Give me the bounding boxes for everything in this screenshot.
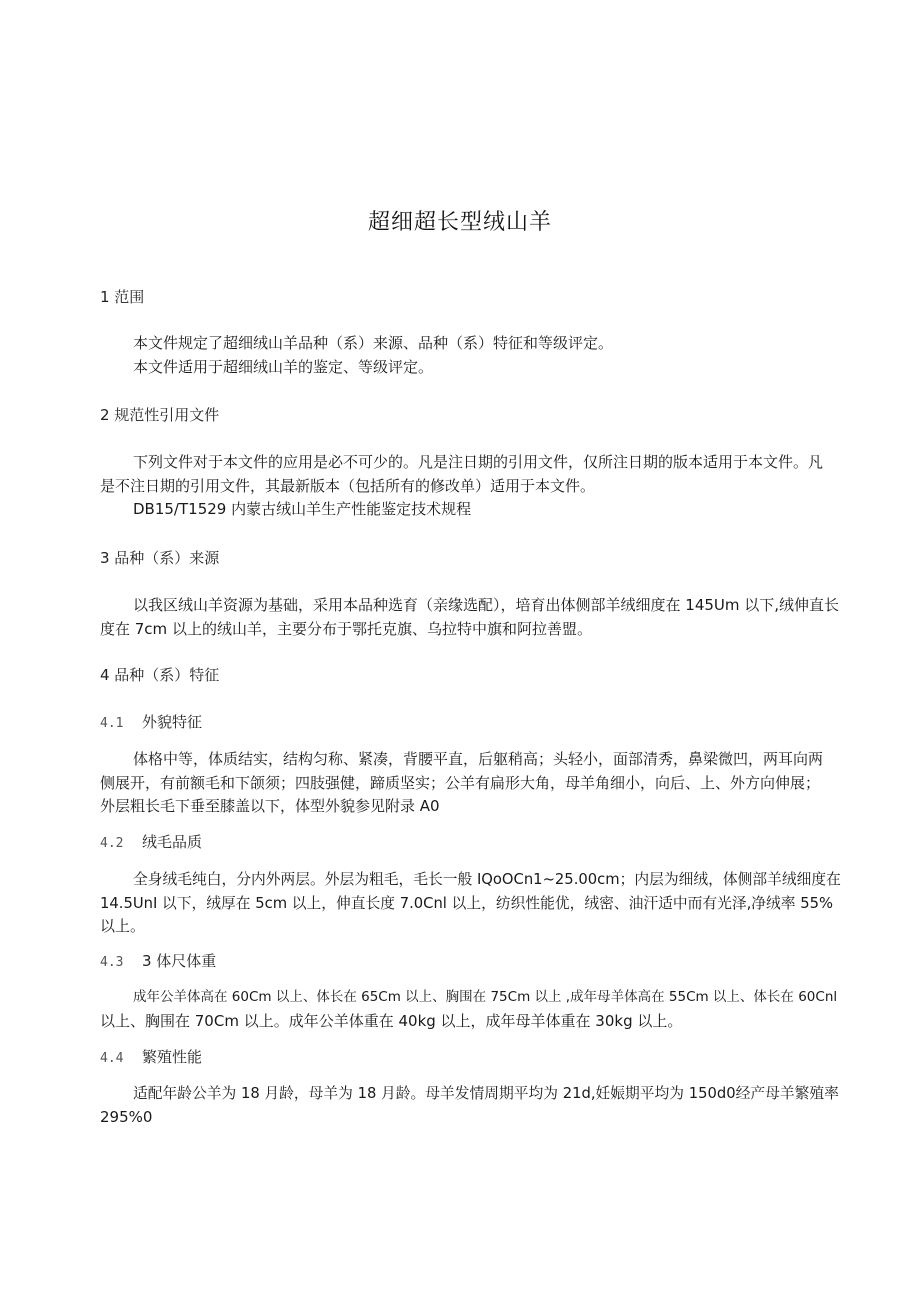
section-4-2-number: 4.2 (100, 836, 124, 851)
document-title: 超细超长型绒山羊 (367, 210, 552, 235)
section-4-3-number: 4.3 (100, 955, 124, 970)
section-3-heading: 3 品种（系）来源 (100, 549, 220, 567)
section-4-2-line-3: 以上。 (100, 917, 146, 935)
section-4-heading: 4 品种（系）特征 (100, 666, 220, 684)
section-1-line-2: 本文件适用于超细绒山羊的鉴定、等级评定。 (133, 357, 434, 376)
section-1-body (100, 332, 842, 379)
section-4-4-line-2: 295%0 (100, 1107, 153, 1126)
section-4-4-line-1: 适配年龄公羊为 18 月龄，母羊为 18 月龄。母羊发情周期平均为 21d,妊娠期平均为 150d0经产母羊繁殖率 (133, 1085, 839, 1102)
section-4-4-body (100, 1082, 842, 1129)
section-4-2-line-1: 全身绒毛纯白，分内外两层。外层为粗毛，毛长一般 IQoOCn1~25.00cm；内层为细绒，体侧部羊绒细度在 (133, 871, 841, 888)
section-4-2-title: 绒毛品质 (142, 833, 203, 851)
section-2-line-2: 是不注日期的引用文件，其最新版本（包括所有的修改单）适用于本文件。 (100, 476, 596, 495)
section-4-1-body (100, 748, 842, 819)
section-4-3-line-2: 以上、胸围在 70Cm 以上。成年公羊体重在 40kg 以上，成年母羊体重在 30kg 以上。 (100, 1011, 683, 1030)
section-1-line-1: 本文件规定了超细绒山羊品种（系）来源、品种（系）特征和等级评定。 (133, 334, 614, 352)
section-4-4-title: 繁殖性能 (142, 1048, 203, 1066)
normative-reference: DB15/T1529 内蒙古绒山羊生产性能鉴定技术规程 (133, 500, 472, 518)
section-4-3-body (100, 986, 842, 1033)
section-2-line-1: 下列文件对于本文件的应用是必不可少的。凡是注日期的引用文件，仅所注日期的版本适用于本文件。凡 (133, 453, 824, 471)
section-4-3-line-1: 成年公羊体高在 60Cm 以上、体长在 65Cm 以上、胸围在 75Cm 以上 ,成年母羊体高在 55Cm 以上、体长在 60Cnl (133, 989, 838, 1005)
section-1-heading: 1 范围 (100, 288, 145, 306)
section-3-line-2: 度在 7cm 以上的绒山羊，主要分布于鄂托克旗、乌拉特中旗和阿拉善盟。 (100, 619, 592, 638)
section-4-2-line-2: 14.5UnI 以下，绒厚在 5cm 以上，伸直长度 7.0Cnl 以上，纺织性能优，绒密、油汗适中而有光泽,净绒率 55% (100, 894, 834, 912)
section-4-2-body (100, 868, 842, 939)
section-4-1-heading (100, 711, 202, 732)
section-4-1-line-2: 侧展开，有前额毛和下颌须；四肢强健，蹄质坚实；公羊有扁形大角，母羊角细小，向后、上、外方向伸展； (100, 773, 821, 792)
section-4-2-heading (100, 831, 202, 852)
section-3-line-1: 以我区绒山羊资源为基础，采用本品种选育（亲缘选配），培育出体侧部羊绒细度在 145Um 以下,绒伸直长 (133, 596, 840, 614)
section-4-4-number: 4.4 (100, 1051, 124, 1066)
section-4-4-heading (100, 1046, 202, 1067)
section-4-1-title: 外貌特征 (142, 713, 203, 731)
section-4-1-number: 4.1 (100, 716, 124, 731)
section-4-3-title: 3 体尺体重 (142, 952, 217, 970)
section-3-body (100, 594, 842, 641)
section-4-1-line-1: 体格中等，体质结实，结构匀称、紧凑，背腰平直，后躯稍高；头轻小，面部清秀，鼻梁微凹，两耳向两 (133, 750, 824, 768)
section-2-heading: 2 规范性引用文件 (100, 406, 220, 424)
section-2-body (100, 451, 842, 522)
section-4-3-heading (100, 950, 216, 971)
section-4-1-line-3: 外层粗长毛下垂至膝盖以下，体型外貌参见附录 A0 (100, 797, 440, 815)
